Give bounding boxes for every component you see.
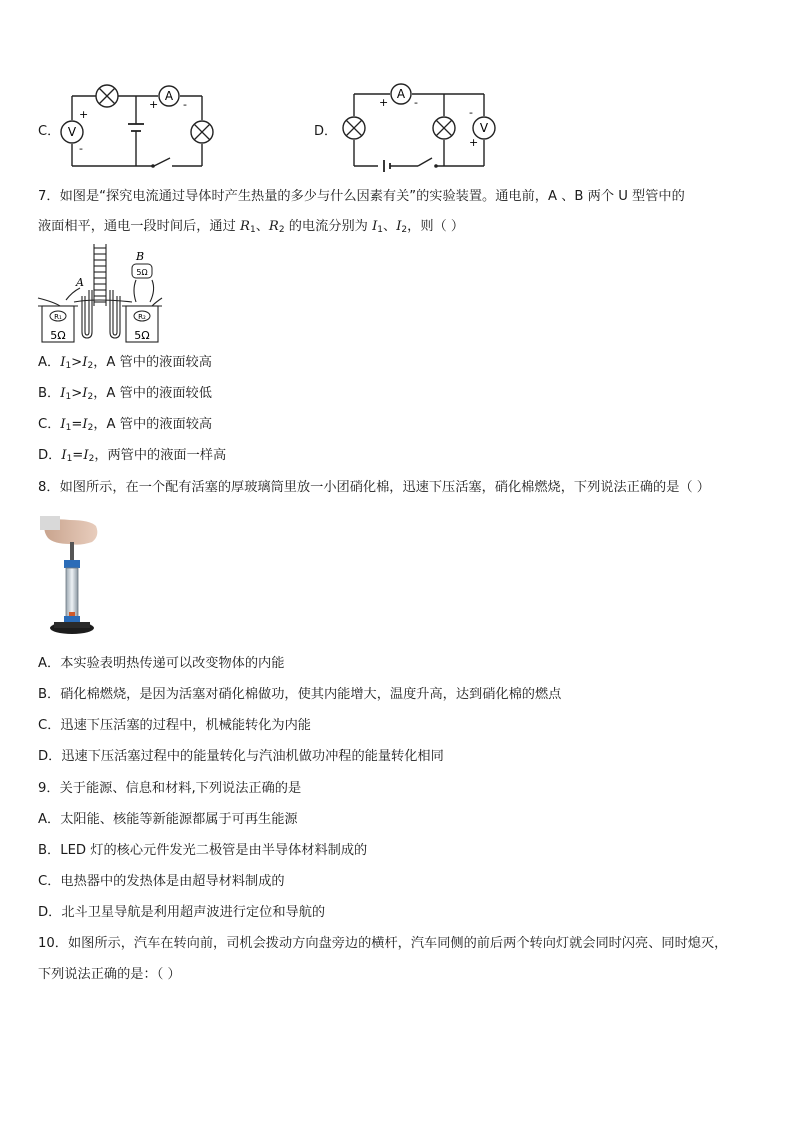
svg-text:V: V — [67, 125, 77, 139]
svg-text:A: A — [396, 87, 406, 101]
ammeter-icon — [391, 84, 411, 104]
circuit-diagram-c — [60, 80, 220, 172]
voltmeter-icon — [61, 121, 83, 143]
q9-option-a: A．太阳能、核能等新能源都属于可再生能源 — [38, 812, 298, 827]
q9-option-c: C．电热器中的发热体是由超导材料制成的 — [38, 874, 285, 889]
q10-stem-line2: 下列说法正确的是：（ ） — [38, 967, 181, 982]
lamp-icon — [191, 121, 213, 143]
q7-option-a: A．$I_1>I_2$，A 管中的液面较高 — [38, 355, 212, 371]
q10-stem-line1: 10．如图所示，汽车在转向前，司机会拨动方向盘旁边的横杆，汽车同侧的前后两个转向灯就会同时闪亮、同时熄灭， — [38, 936, 728, 951]
q9-option-b: B．LED 灯的核心元件发光二极管是由半导体材料制成的 — [38, 843, 368, 858]
q7-option-d: D．$I_1=I_2$，两管中的液面一样高 — [38, 448, 227, 464]
r2-label: R₂ — [138, 313, 146, 321]
q8-option-a: A．本实验表明热传递可以改变物体的内能 — [38, 656, 285, 671]
voltmeter-minus: - — [469, 106, 473, 119]
cylinder-cap — [64, 560, 80, 568]
svg-text:A: A — [164, 89, 174, 103]
option-d-label: D． — [314, 124, 338, 139]
switch-pivot — [151, 164, 155, 168]
ammeter-plus: + — [379, 96, 389, 109]
lamp-icon — [96, 85, 118, 107]
q8-glass-cylinder-photo — [40, 516, 104, 638]
svg-text:V: V — [479, 121, 489, 135]
ammeter-icon — [159, 86, 179, 106]
tube-a-label: A — [76, 276, 84, 289]
q7-stem-line2: 液面相平，通电一段时间后，通过 $R_1$、$R_2$ 的电流分别为 $I_1$、$I_2$，则（ ） — [38, 219, 465, 235]
option-c-label: C． — [38, 124, 61, 139]
voltmeter-minus: - — [79, 142, 83, 155]
q8-option-d: D．迅速下压活塞过程中的能量转化与汽油机做功冲程的能量转化相同 — [38, 749, 444, 764]
voltmeter-plus: + — [469, 136, 479, 149]
circuit-diagram-d — [338, 80, 498, 172]
q7-stem-line1: 7．如图是“探究电流通过导体时产生热量的多少与什么因素有关”的实验装置。通电前，A 、B 两个 U 型管中的 — [38, 189, 685, 204]
q7-option-c: C．$I_1=I_2$，A 管中的液面较高 — [38, 417, 213, 433]
q7-option-b: B．$I_1>I_2$，A 管中的液面较低 — [38, 386, 212, 402]
q7-joule-heating-apparatus — [36, 240, 168, 346]
switch-pivot — [434, 164, 438, 168]
q8-stem: 8．如图所示，在一个配有活塞的厚玻璃筒里放一小团硝化棉，迅速下压活塞，硝化棉燃烧，下列说法正确的是（ ） — [38, 480, 710, 495]
ammeter-plus: + — [149, 98, 159, 111]
sleeve-shape — [40, 516, 60, 530]
r1-label: R₁ — [54, 313, 62, 321]
voltmeter-plus: + — [79, 108, 89, 121]
q9-stem: 9．关于能源、信息和材料,下列说法正确的是 — [38, 781, 302, 796]
q8-option-b: B．硝化棉燃烧，是因为活塞对硝化棉做功，使其内能增大，温度升高，达到硝化棉的燃点 — [38, 687, 562, 702]
cylinder-base-ring — [64, 616, 80, 622]
tube-b-label: B — [136, 250, 145, 263]
r-top-value: 5Ω — [136, 268, 148, 277]
lamp-icon — [343, 117, 365, 139]
ammeter-minus: - — [414, 96, 418, 109]
lamp-icon — [433, 117, 455, 139]
ammeter-minus: - — [183, 98, 187, 111]
q8-option-c: C．迅速下压活塞的过程中，机械能转化为内能 — [38, 718, 311, 733]
r-right-value: 5Ω — [134, 329, 150, 342]
q9-option-d: D．北斗卫星导航是利用超声波进行定位和导航的 — [38, 905, 326, 920]
r-left-value: 5Ω — [50, 329, 66, 342]
